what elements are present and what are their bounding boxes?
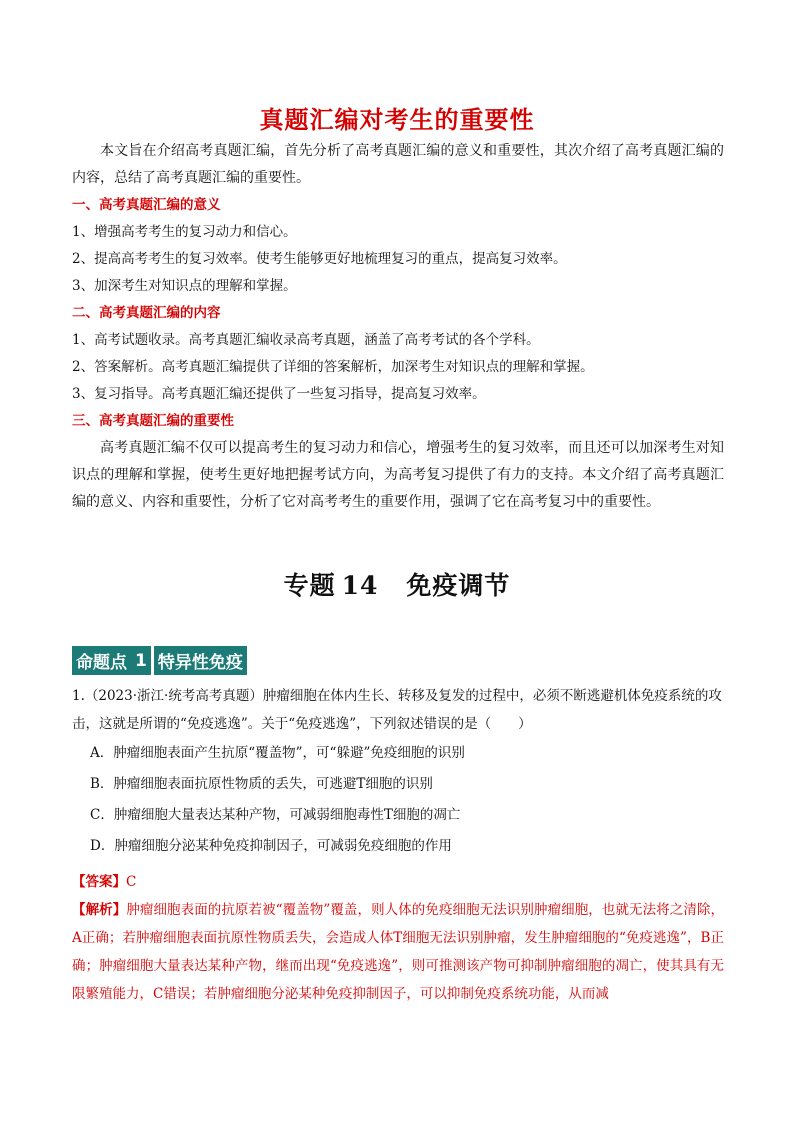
section-heading-content: 二、高考真题汇编的内容 — [72, 305, 221, 321]
topic-name: 免疫调节 — [406, 571, 511, 600]
list-item: 3、复习指导。高考真题汇编还提供了一些复习指导，提高复习效率。 — [72, 386, 486, 402]
topic-number: 14 — [341, 571, 379, 600]
analysis-label: 【解析】 — [72, 902, 127, 918]
question-stem: 1.（2023·浙江·统考高考真题）肿瘤细胞在体内生长、转移及复发的过程中，必须不断逃避机体免疫系统的攻击，这就是所谓的“免疫逃逸”。关于“免疫逃逸”，下列叙述错误的是（ ） — [72, 688, 722, 732]
option-d: D．肿瘤细胞分泌某种免疫抑制因子，可减弱免疫细胞的作用 — [90, 838, 452, 854]
analysis-option-tag: B — [700, 930, 711, 946]
option-b: B．肿瘤细胞表面抗原性物质的丢失，可逃避T细胞的识别 — [90, 776, 433, 792]
section-heading-significance: 一、高考真题汇编的意义 — [72, 197, 221, 213]
topic-title — [0, 566, 794, 602]
importance-paragraph: 高考真题汇编不仅可以提高考生的复习动力和信心，增强考生的复习效率，而且还可以加深考生对知识点的理解和掌握，使考生更好地把握考试方向，为高考复习提供了有力的支持。本文介绍了高考真题汇编的意义、内容和重要性，分析了它对高考考生的重要作用，强调了它在高考复习中的重要性。 — [72, 440, 724, 510]
section-heading-importance: 三、高考真题汇编的重要性 — [72, 413, 234, 429]
topic-prefix: 专题 — [283, 571, 336, 600]
answer-value: C — [126, 874, 137, 890]
intro-paragraph: 本文旨在介绍高考真题汇编，首先分析了高考真题汇编的意义和重要性，其次介绍了高考真题汇编的内容，总结了高考真题汇编的重要性。 — [72, 143, 724, 186]
analysis-option-tag: C — [153, 986, 164, 1002]
analysis-paragraph — [72, 896, 724, 1008]
proposition-banner — [72, 646, 247, 675]
analysis-option-tag: A — [72, 930, 82, 946]
analysis-text: 肿瘤细胞表面的抗原若被“覆盖物”覆盖，则人体的免疫细胞无法识别肿瘤细胞，也就无法将之清除， — [126, 902, 724, 918]
list-item: 2、提高高考考生的复习效率。使考生能够更好地梳理复习的重点，提高复习效率。 — [72, 251, 567, 267]
intro-block — [72, 138, 724, 516]
answer-block — [72, 868, 724, 1008]
list-item: 3、加深考生对知识点的理解和掌握。 — [72, 278, 297, 294]
answer-line — [72, 868, 724, 896]
list-item: 1、增强高考考生的复习动力和信心。 — [72, 224, 297, 240]
option-a: A．肿瘤细胞表面产生抗原“覆盖物”，可“躲避”免疫细胞的识别 — [90, 745, 465, 761]
question-block — [72, 682, 724, 862]
list-item: 2、答案解析。高考真题汇编提供了详细的答案解析，加深考生对知识点的理解和掌握。 — [72, 359, 594, 375]
analysis-text: 错误；若肿瘤细胞分泌某种免疫抑制因子，可以抑制免疫系统功能，从而减 — [163, 986, 609, 1002]
list-item: 1、高考试题收录。高考真题汇编收录高考真题，涵盖了高考考试的各个学科。 — [72, 332, 540, 348]
document-title: 真题汇编对考生的重要性 — [259, 106, 535, 134]
option-c: C．肿瘤细胞大量表达某种产物，可减弱细胞毒性T细胞的凋亡 — [90, 807, 461, 823]
analysis-text: 正确；若肿瘤细胞表面抗原性物质丢失，会造成人体T细胞无法识别肿瘤，发生肿瘤细胞的“免疫逃逸”， — [81, 930, 701, 946]
analysis-text: 正确；肿瘤细胞大量表达某种产物，继而出现“免疫逃逸”，则可推测该产物可抑制肿瘤细胞的凋亡，使其具有无限繁殖能力， — [72, 930, 724, 1002]
banner-number: 1 — [131, 646, 151, 675]
banner-topic: 特异性免疫 — [154, 646, 247, 675]
banner-label: 命题点 — [72, 646, 131, 675]
answer-label: 【答案】 — [72, 874, 126, 890]
